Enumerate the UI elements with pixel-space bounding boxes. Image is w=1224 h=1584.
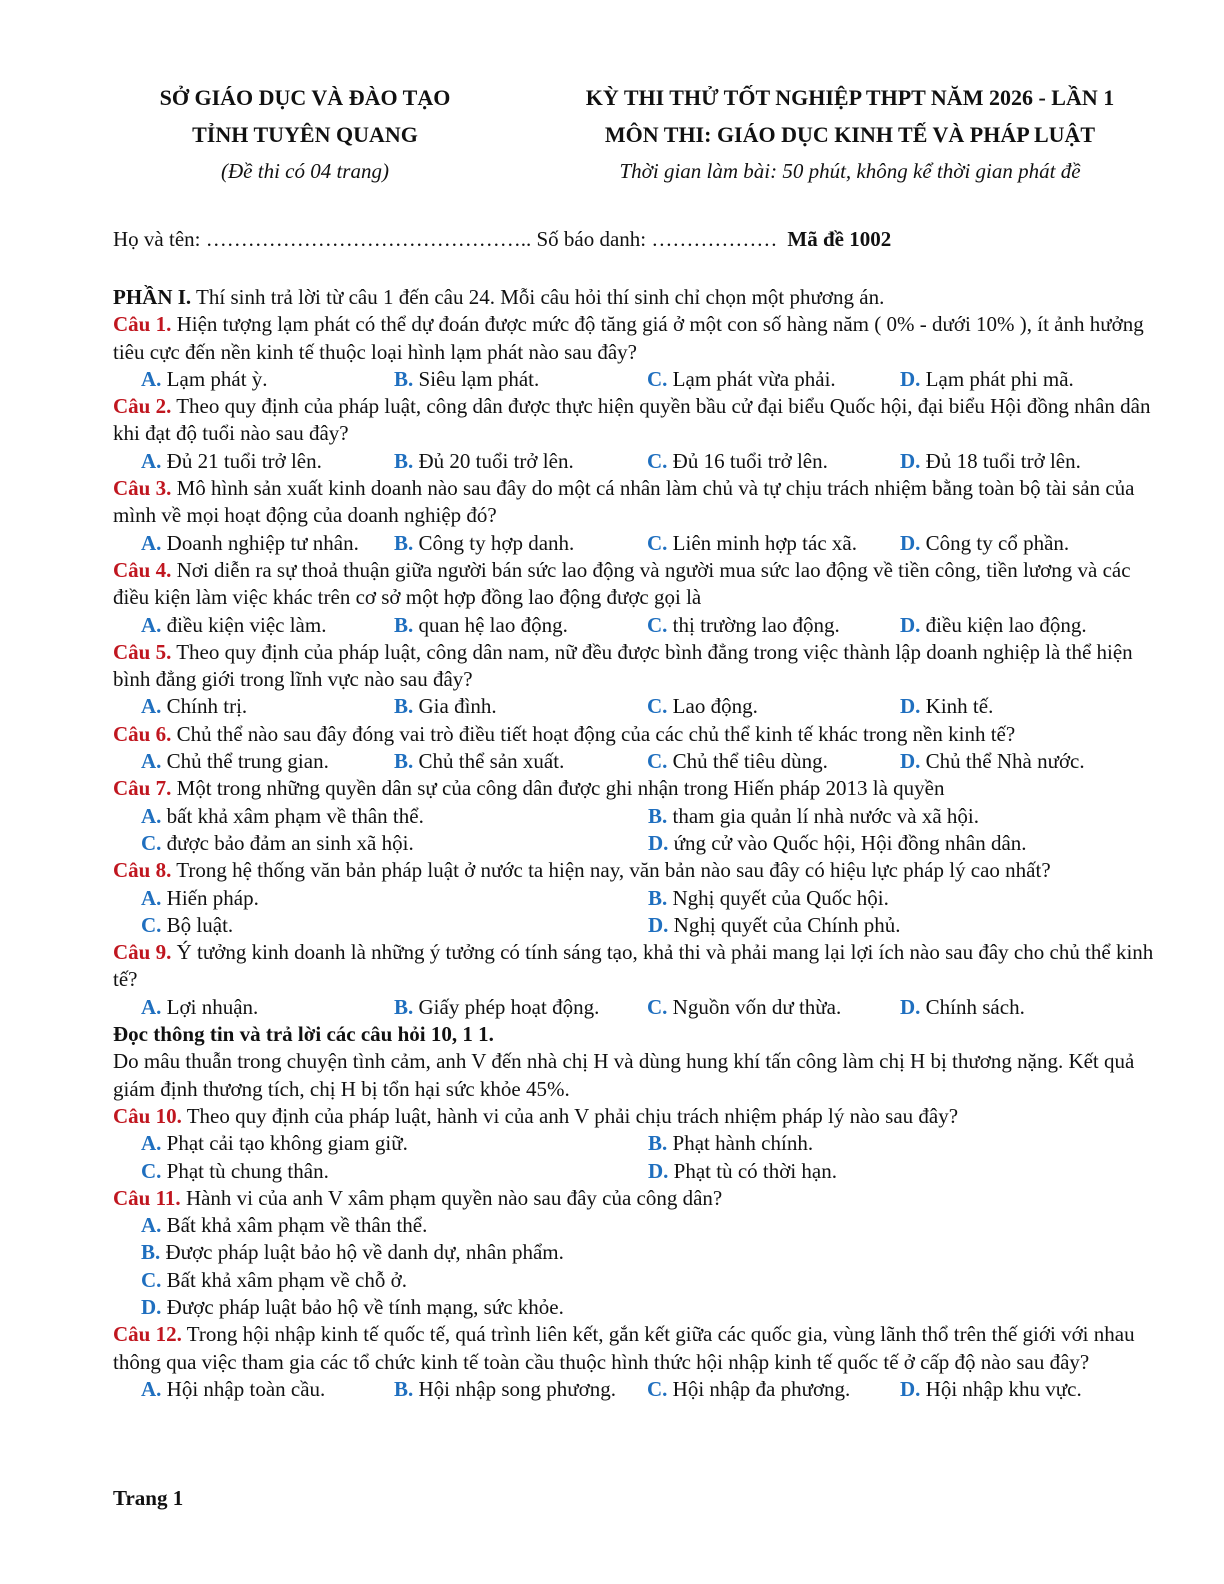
option-text: Gia đình. xyxy=(413,694,497,719)
option-text: Hiến pháp. xyxy=(161,885,259,910)
province-name: TỈNH TUYÊN QUANG xyxy=(192,122,418,147)
option-text: Được pháp luật bảo hộ về tính mạng, sức khỏe. xyxy=(161,1294,564,1319)
question-number: Câu 10. xyxy=(113,1103,182,1128)
exam-code: Mã đề 1002 xyxy=(787,227,892,251)
option-letter: A. xyxy=(141,448,162,473)
option-letter: C. xyxy=(647,1376,668,1401)
option-letter: A. xyxy=(141,1213,162,1238)
option-text: Chính trị. xyxy=(161,694,248,719)
option-letter: A. xyxy=(141,803,162,828)
option-text: Phạt hành chính. xyxy=(667,1131,814,1156)
option-text: Đủ 16 tuổi trở lên. xyxy=(667,448,828,473)
option-text: Chủ thể Nhà nước. xyxy=(920,749,1085,774)
options-row xyxy=(113,530,1163,557)
department-name: SỞ GIÁO DỤC VÀ ĐÀO TẠO xyxy=(159,85,451,110)
option-text: Chủ thể sản xuất. xyxy=(413,749,565,774)
option-text: Nghị quyết của Chính phủ. xyxy=(668,912,901,937)
option-letter: C. xyxy=(647,994,668,1019)
option-c xyxy=(647,748,900,775)
options-row xyxy=(113,1158,1163,1185)
option-c xyxy=(647,612,900,639)
question-3 xyxy=(113,475,1163,530)
option-letter: C. xyxy=(141,1158,162,1183)
option-a xyxy=(113,1212,1163,1239)
question-5 xyxy=(113,639,1163,694)
option-letter: A. xyxy=(141,612,162,637)
option-text: Liên minh hợp tác xã. xyxy=(667,530,857,555)
question-text: Hành vi của anh V xâm phạm quyền nào sau đây của công dân? xyxy=(180,1185,723,1210)
option-text: Đủ 21 tuổi trở lên. xyxy=(161,448,322,473)
option-c xyxy=(141,1158,648,1185)
option-letter: B. xyxy=(394,994,414,1019)
exam-content xyxy=(113,284,1163,1403)
option-letter: B. xyxy=(394,530,414,555)
question-6 xyxy=(113,721,1163,748)
option-a xyxy=(141,1130,648,1157)
option-text: Đủ 20 tuổi trở lên. xyxy=(413,448,574,473)
option-letter: B. xyxy=(394,749,414,774)
question-number: Câu 3. xyxy=(113,476,172,501)
question-1 xyxy=(113,311,1163,366)
option-letter: B. xyxy=(394,448,414,473)
option-d xyxy=(113,1294,1163,1321)
option-text: Công ty hợp danh. xyxy=(413,530,575,555)
option-text: Hội nhập đa phương. xyxy=(667,1376,851,1401)
option-letter: C. xyxy=(647,448,668,473)
options-row xyxy=(113,748,1163,775)
option-letter: D. xyxy=(648,1158,669,1183)
option-a xyxy=(141,994,394,1021)
option-letter: C. xyxy=(647,366,668,391)
part-instruction: Thí sinh trả lời từ câu 1 đến câu 24. Mỗi câu hỏi thí sinh chỉ chọn một phương án. xyxy=(191,285,885,309)
option-letter: C. xyxy=(647,749,668,774)
options-row xyxy=(113,994,1163,1021)
option-letter: B. xyxy=(648,885,668,910)
question-2 xyxy=(113,393,1163,448)
option-text: được bảo đảm an sinh xã hội. xyxy=(161,830,414,855)
option-c xyxy=(647,366,900,393)
option-letter: A. xyxy=(141,1131,162,1156)
option-b xyxy=(394,1376,647,1403)
question-number: Câu 11. xyxy=(113,1185,181,1210)
option-letter: C. xyxy=(647,612,668,637)
option-letter: A. xyxy=(141,530,162,555)
option-text: Lạm phát ỳ. xyxy=(161,366,268,391)
option-letter: C. xyxy=(141,1267,162,1292)
option-text: điều kiện việc làm. xyxy=(161,612,327,637)
question-number: Câu 5. xyxy=(113,639,172,664)
question-number: Câu 2. xyxy=(113,394,172,419)
option-a xyxy=(141,366,394,393)
option-letter: D. xyxy=(900,530,921,555)
option-text: thị trường lao động. xyxy=(667,612,840,637)
options-row xyxy=(113,693,1163,720)
question-number: Câu 8. xyxy=(113,858,172,883)
question-10 xyxy=(113,1103,1163,1130)
option-b xyxy=(648,885,1155,912)
reading-text: Do mâu thuẫn trong chuyện tình cảm, anh V đến nhà chị H và dùng hung khí tấn công làm chị H bị thương nặng. Kết quả giám định thương tích, chị H bị tổn hại sức khỏe 45%. xyxy=(113,1049,1135,1101)
option-text: Hội nhập song phương. xyxy=(413,1376,616,1401)
option-letter: B. xyxy=(394,366,414,391)
option-text: tham gia quản lí nhà nước và xã hội. xyxy=(667,803,980,828)
question-text: Trong hội nhập kinh tế quốc tế, quá trình liên kết, gắn kết giữa các quốc gia, vùng lãnh thổ trên thế giới với nhau thông qua việc tham gia các tổ chức kinh tế toàn cầu thuộc hình thức hội nhập kinh tế quốc tế ở cấp độ nào sau đây? xyxy=(113,1322,1135,1374)
question-4 xyxy=(113,557,1163,612)
option-text: Hội nhập toàn cầu. xyxy=(161,1376,326,1401)
option-d xyxy=(900,748,1085,775)
option-b xyxy=(113,1239,1163,1266)
question-7 xyxy=(113,775,1163,802)
option-letter: B. xyxy=(141,1240,161,1265)
options-row xyxy=(113,1130,1163,1157)
exam-title: KỲ THI THỬ TỐT NGHIỆP THPT NĂM 2026 - LẦN 1 xyxy=(585,85,1115,110)
option-b xyxy=(648,1130,1155,1157)
option-c xyxy=(141,912,648,939)
option-text: ứng cử vào Quốc hội, Hội đồng nhân dân. xyxy=(668,830,1027,855)
option-letter: D. xyxy=(648,830,669,855)
option-text: Phạt tù có thời hạn. xyxy=(668,1158,838,1183)
option-letter: B. xyxy=(394,1376,414,1401)
question-text: Theo quy định của pháp luật, công dân nam, nữ đều được bình đẳng trong việc thành lập doanh nghiệp là thể hiện bình đẳng giới trong lĩnh vực nào sau đây? xyxy=(113,639,1133,692)
option-letter: A. xyxy=(141,749,162,774)
option-d xyxy=(900,530,1069,557)
option-letter: A. xyxy=(141,994,162,1019)
option-c xyxy=(647,693,900,720)
option-text: điều kiện lao động. xyxy=(920,612,1087,637)
question-12 xyxy=(113,1321,1163,1376)
option-text: Công ty cổ phần. xyxy=(920,530,1070,555)
options-row xyxy=(113,912,1163,939)
option-text: Chủ thể tiêu dùng. xyxy=(667,749,828,774)
time-note: Thời gian làm bài: 50 phút, không kể thời gian phát đề xyxy=(619,159,1081,183)
question-text: Một trong những quyền dân sự của công dân được ghi nhận trong Hiến pháp 2013 là quyền xyxy=(171,776,945,801)
question-number: Câu 6. xyxy=(113,721,172,746)
question-text: Trong hệ thống văn bản pháp luật ở nước ta hiện nay, văn bản nào sau đây có hiệu lực pháp lý cao nhất? xyxy=(171,858,1051,883)
option-text: quan hệ lao động. xyxy=(413,612,568,637)
question-11 xyxy=(113,1185,1163,1212)
question-text: Ý tưởng kinh doanh là những ý tưởng có tính sáng tạo, khả thi và phải mang lại lợi ích nào sau đây cho chủ thể kinh tế? xyxy=(113,940,1154,992)
option-letter: D. xyxy=(141,1294,162,1319)
option-d xyxy=(900,448,1081,475)
option-text: Lao động. xyxy=(667,694,758,719)
option-a xyxy=(141,448,394,475)
question-text: Theo quy định của pháp luật, hành vi của anh V phải chịu trách nhiệm pháp lý nào sau đây? xyxy=(181,1103,959,1128)
option-b xyxy=(394,530,647,557)
question-number: Câu 4. xyxy=(113,557,172,582)
option-text: Bất khả xâm phạm về chỗ ở. xyxy=(161,1267,407,1292)
option-c xyxy=(647,448,900,475)
student-info xyxy=(113,224,1163,254)
option-letter: D. xyxy=(900,448,921,473)
option-letter: A. xyxy=(141,694,162,719)
option-text: Bất khả xâm phạm về thân thể. xyxy=(161,1213,428,1238)
header-right xyxy=(535,79,1165,190)
option-letter: D. xyxy=(648,912,669,937)
option-d xyxy=(900,1376,1082,1403)
option-c xyxy=(113,1267,1163,1294)
option-b xyxy=(394,748,647,775)
question-text: Nơi diễn ra sự thoả thuận giữa người bán sức lao động và người mua sức lao động về tiền công, tiền lương và các điều kiện làm việc khác trên cơ sở một hợp đồng lao động được gọi là xyxy=(113,557,1131,610)
option-text: Doanh nghiệp tư nhân. xyxy=(161,530,359,555)
option-text: Chủ thể trung gian. xyxy=(161,749,329,774)
option-d xyxy=(648,830,1155,857)
option-text: Lạm phát vừa phải. xyxy=(667,366,836,391)
option-letter: C. xyxy=(141,830,162,855)
option-c xyxy=(647,994,900,1021)
option-text: Phạt cải tạo không giam giữ. xyxy=(161,1131,408,1156)
option-a xyxy=(141,885,648,912)
question-text: Theo quy định của pháp luật, công dân được thực hiện quyền bầu cử đại biểu Quốc hội, đại biểu Hội đồng nhân dân khi đạt độ tuổi nào sau đây? xyxy=(113,394,1151,446)
option-text: Đủ 18 tuổi trở lên. xyxy=(920,448,1081,473)
option-letter: D. xyxy=(900,694,921,719)
option-text: Lợi nhuận. xyxy=(161,994,259,1019)
option-a xyxy=(141,530,394,557)
option-letter: B. xyxy=(394,612,414,637)
options-row xyxy=(113,448,1163,475)
question-text: Mô hình sản xuất kinh doanh nào sau đây do một cá nhân làm chủ và tự chịu trách nhiệm bằng toàn bộ tài sản của mình về mọi hoạt động của doanh nghiệp đó? xyxy=(113,476,1135,528)
option-d xyxy=(900,693,993,720)
option-letter: A. xyxy=(141,1376,162,1401)
option-a xyxy=(141,693,394,720)
option-letter: A. xyxy=(141,366,162,391)
option-c xyxy=(647,530,900,557)
question-number: Câu 1. xyxy=(113,312,172,337)
question-text: Chủ thể nào sau đây đóng vai trò điều tiết hoạt động của các chủ thể kinh tế khác trong nền kinh tế? xyxy=(171,721,1016,746)
option-letter: B. xyxy=(648,803,668,828)
option-d xyxy=(900,612,1087,639)
student-name-field: Họ và tên: ……………………………………….. Số báo danh: ……………… xyxy=(113,227,778,251)
page-number: Trang 1 xyxy=(113,1486,184,1510)
option-b xyxy=(648,803,1155,830)
option-letter: B. xyxy=(648,1131,668,1156)
option-text: Nguồn vốn dư thừa. xyxy=(667,994,842,1019)
options-row xyxy=(113,366,1163,393)
option-b xyxy=(394,994,647,1021)
option-text: bất khả xâm phạm về thân thể. xyxy=(161,803,424,828)
option-letter: B. xyxy=(394,694,414,719)
option-b xyxy=(394,448,647,475)
option-text: Hội nhập khu vực. xyxy=(920,1376,1082,1401)
option-d xyxy=(648,1158,1155,1185)
option-c xyxy=(141,830,648,857)
option-b xyxy=(394,612,647,639)
option-letter: A. xyxy=(141,885,162,910)
question-text: Hiện tượng lạm phát có thể dự đoán được mức độ tăng giá ở một con số hàng năm ( 0% - dưới 10% ), ít ảnh hưởng tiêu cực đến nền kinh tế thuộc loại hình lạm phát nào sau đây? xyxy=(113,312,1144,364)
part-heading xyxy=(113,284,1163,311)
options-row xyxy=(113,612,1163,639)
question-8 xyxy=(113,857,1163,884)
part-title: PHẦN I. xyxy=(113,285,192,309)
option-letter: D. xyxy=(900,1376,921,1401)
option-d xyxy=(900,994,1025,1021)
question-9 xyxy=(113,939,1163,994)
options-row xyxy=(113,1376,1163,1403)
option-letter: D. xyxy=(900,749,921,774)
reading-title: Đọc thông tin và trả lời các câu hỏi 10, 1 1. xyxy=(113,1022,494,1047)
option-text: Được pháp luật bảo hộ về danh dự, nhân phẩm. xyxy=(160,1240,564,1265)
option-text: Bộ luật. xyxy=(161,912,234,937)
options-row xyxy=(113,803,1163,830)
question-number: Câu 9. xyxy=(113,940,172,965)
option-letter: D. xyxy=(900,994,921,1019)
header-left xyxy=(105,79,505,190)
option-b xyxy=(394,366,647,393)
question-number: Câu 12. xyxy=(113,1322,182,1347)
option-a xyxy=(141,803,648,830)
option-c xyxy=(647,1376,900,1403)
options-row xyxy=(113,885,1163,912)
option-text: Lạm phát phi mã. xyxy=(920,366,1074,391)
subject-title: MÔN THI: GIÁO DỤC KINH TẾ VÀ PHÁP LUẬT xyxy=(604,122,1096,147)
option-text: Phạt tù chung thân. xyxy=(161,1158,329,1183)
option-text: Nghị quyết của Quốc hội. xyxy=(667,885,889,910)
option-letter: C. xyxy=(141,912,162,937)
page-count-note: (Đề thi có 04 trang) xyxy=(221,159,389,183)
option-a xyxy=(141,612,394,639)
option-text: Chính sách. xyxy=(920,994,1025,1019)
option-text: Giấy phép hoạt động. xyxy=(413,994,600,1019)
option-a xyxy=(141,748,394,775)
option-d xyxy=(900,366,1074,393)
option-d xyxy=(648,912,1155,939)
option-letter: C. xyxy=(647,694,668,719)
option-a xyxy=(141,1376,394,1403)
option-text: Siêu lạm phát. xyxy=(413,366,540,391)
question-number: Câu 7. xyxy=(113,776,172,801)
option-letter: D. xyxy=(900,366,921,391)
option-letter: D. xyxy=(900,612,921,637)
option-b xyxy=(394,693,647,720)
options-row xyxy=(113,830,1163,857)
option-text: Kinh tế. xyxy=(920,694,994,719)
option-letter: C. xyxy=(647,530,668,555)
